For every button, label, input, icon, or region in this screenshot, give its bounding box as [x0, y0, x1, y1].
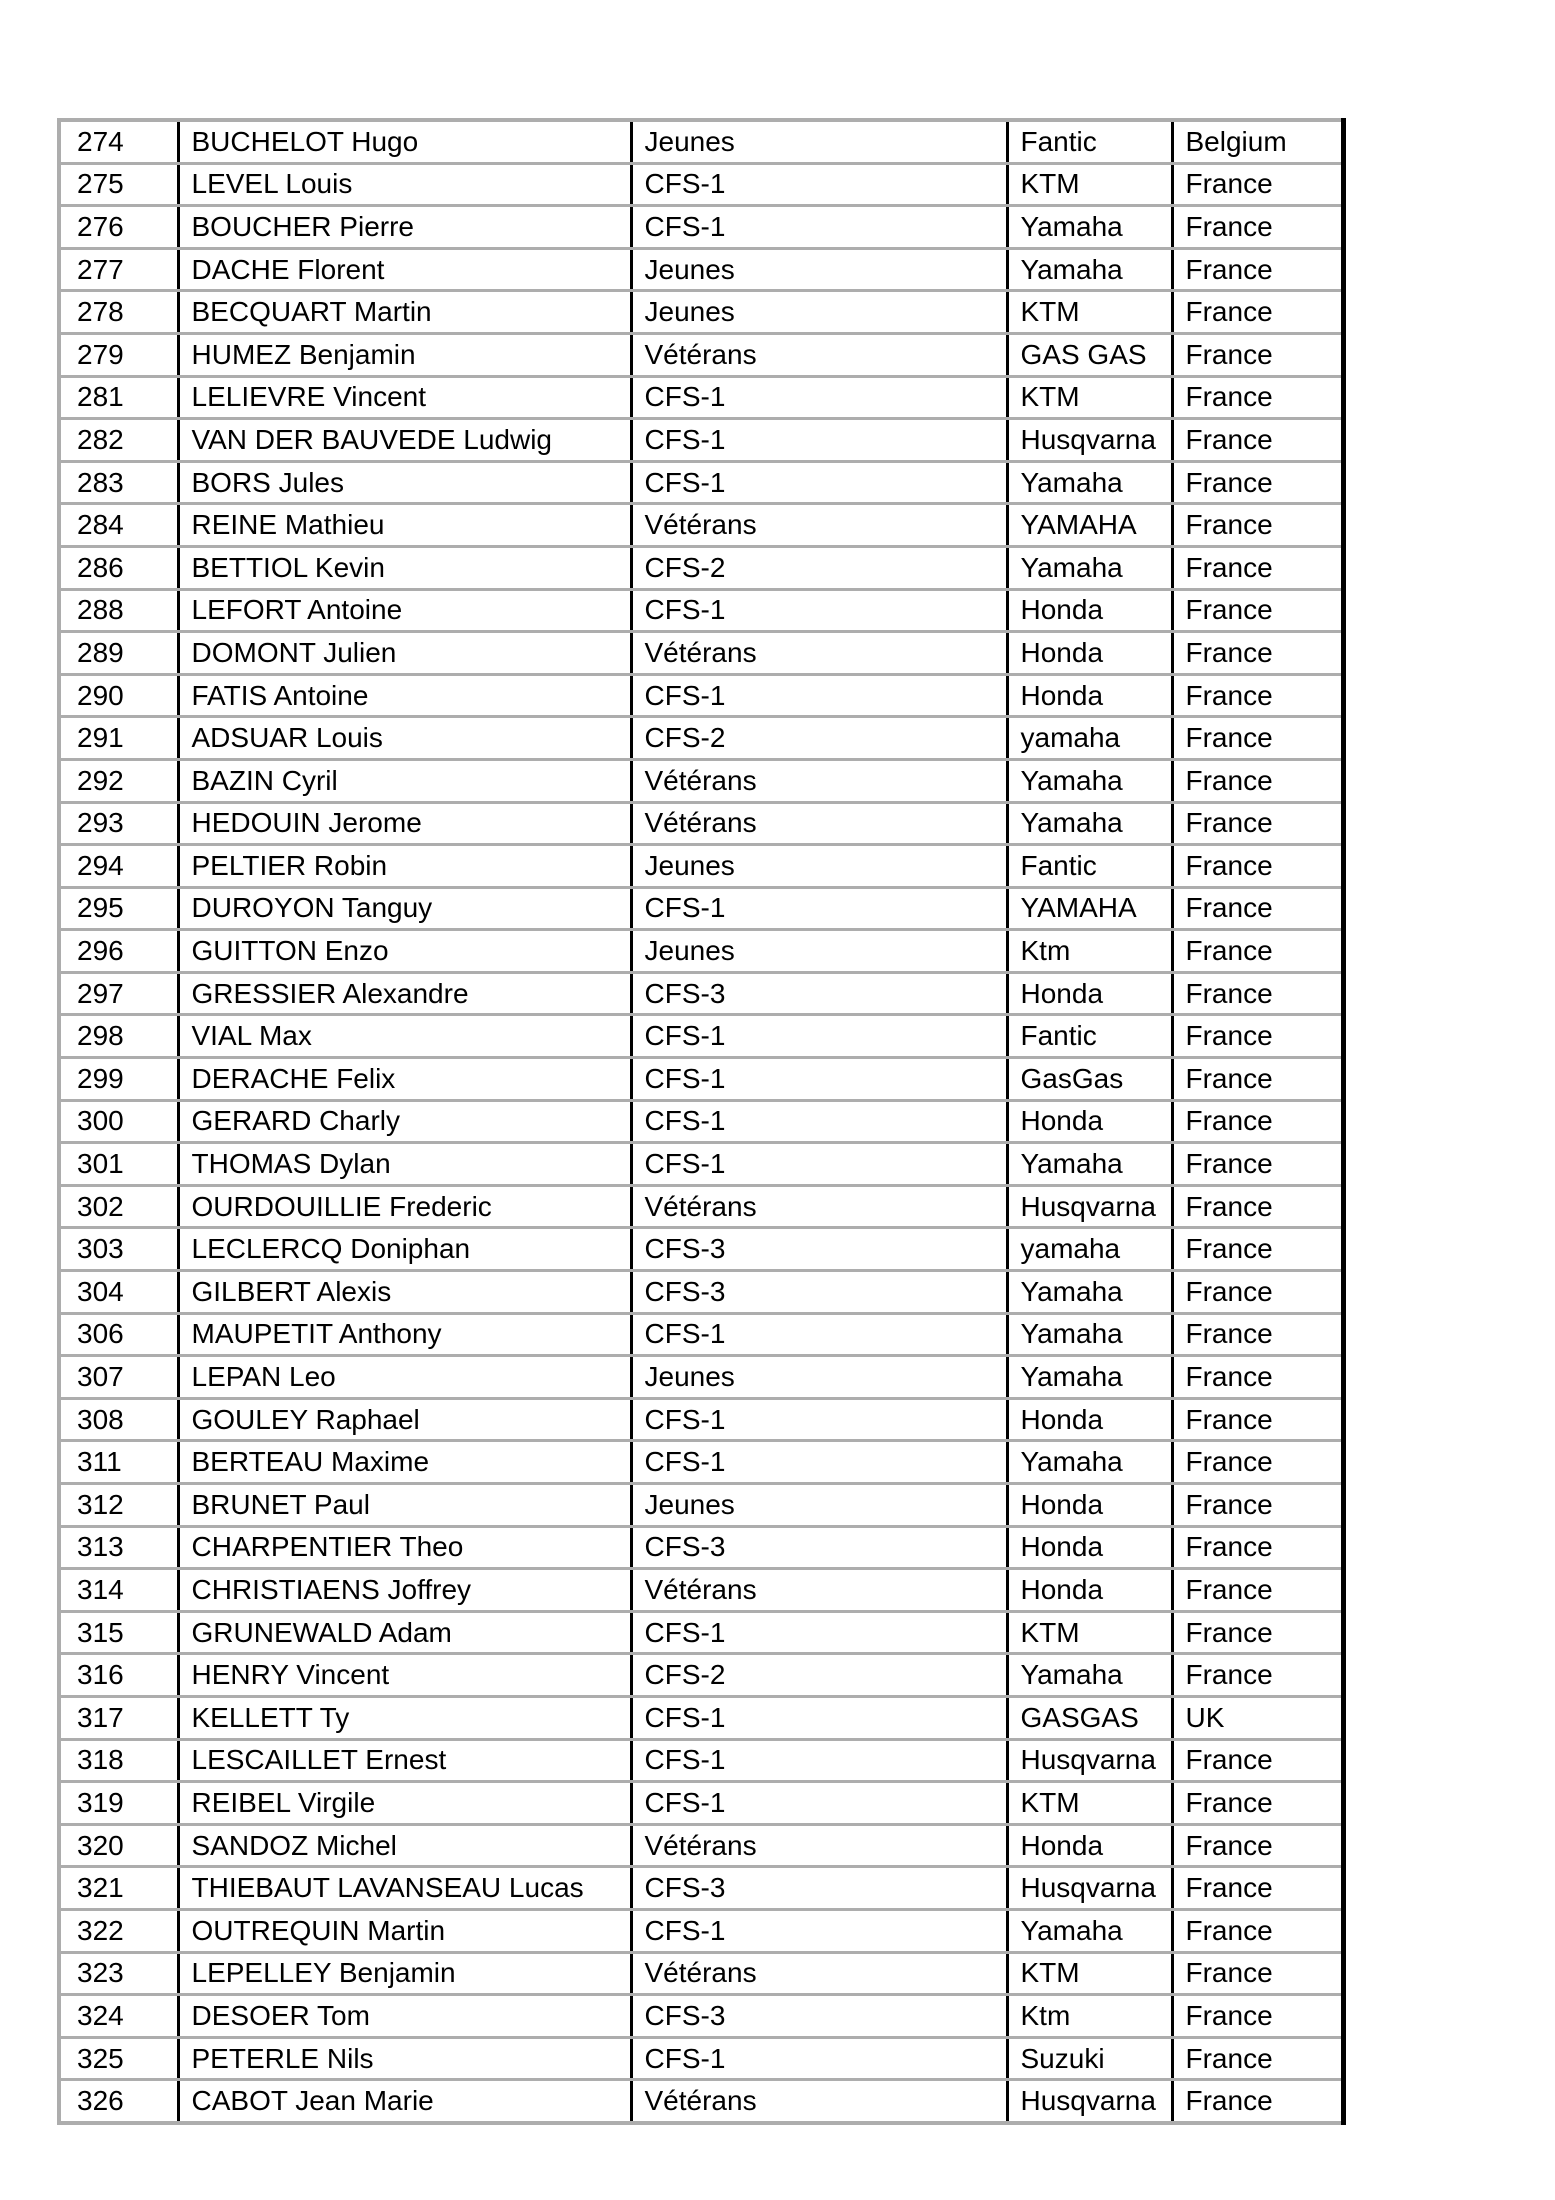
cell-country: France — [1172, 163, 1343, 206]
cell-name: GRESSIER Alexandre — [178, 972, 631, 1015]
cell-country: France — [1172, 1356, 1343, 1399]
cell-number: 304 — [59, 1271, 178, 1314]
cell-name: OUTREQUIN Martin — [178, 1909, 631, 1952]
cell-brand: Ktm — [1007, 1995, 1172, 2038]
cell-name: HENRY Vincent — [178, 1654, 631, 1697]
table-row — [59, 1739, 1343, 1782]
cell-number: 316 — [59, 1654, 178, 1697]
cell-country: France — [1172, 291, 1343, 334]
table-row — [59, 376, 1343, 419]
table-row — [59, 1782, 1343, 1825]
cell-category: CFS-3 — [631, 1995, 1007, 2038]
cell-name: PELTIER Robin — [178, 845, 631, 888]
cell-country: France — [1172, 1526, 1343, 1569]
cell-name: LELIEVRE Vincent — [178, 376, 631, 419]
cell-name: CHARPENTIER Theo — [178, 1526, 631, 1569]
cell-brand: Fantic — [1007, 1015, 1172, 1058]
cell-brand: GASGAS — [1007, 1696, 1172, 1739]
cell-country: France — [1172, 1484, 1343, 1527]
cell-number: 300 — [59, 1100, 178, 1143]
cell-country: France — [1172, 1058, 1343, 1101]
cell-name: VAN DER BAUVEDE Ludwig — [178, 419, 631, 462]
cell-brand: KTM — [1007, 163, 1172, 206]
cell-category: Vétérans — [631, 2080, 1007, 2123]
cell-country: France — [1172, 546, 1343, 589]
cell-number: 325 — [59, 2037, 178, 2080]
cell-category: Vétérans — [631, 632, 1007, 675]
cell-category: Vétérans — [631, 504, 1007, 547]
table-row — [59, 419, 1343, 462]
table-row — [59, 248, 1343, 291]
cell-brand: YAMAHA — [1007, 887, 1172, 930]
cell-brand: Husqvarna — [1007, 419, 1172, 462]
cell-brand: Husqvarna — [1007, 1867, 1172, 1910]
table-row — [59, 1484, 1343, 1527]
cell-brand: Yamaha — [1007, 546, 1172, 589]
cell-number: 312 — [59, 1484, 178, 1527]
cell-brand: KTM — [1007, 291, 1172, 334]
cell-brand: Honda — [1007, 972, 1172, 1015]
cell-category: CFS-3 — [631, 972, 1007, 1015]
cell-brand: Yamaha — [1007, 1909, 1172, 1952]
cell-number: 317 — [59, 1696, 178, 1739]
table-row — [59, 674, 1343, 717]
cell-name: GUITTON Enzo — [178, 930, 631, 973]
table-row — [59, 1228, 1343, 1271]
cell-number: 282 — [59, 419, 178, 462]
cell-name: THIEBAUT LAVANSEAU Lucas — [178, 1867, 631, 1910]
cell-name: BOUCHER Pierre — [178, 206, 631, 249]
cell-number: 314 — [59, 1569, 178, 1612]
cell-name: REINE Mathieu — [178, 504, 631, 547]
cell-name: THOMAS Dylan — [178, 1143, 631, 1186]
cell-brand: Husqvarna — [1007, 1739, 1172, 1782]
cell-category: CFS-1 — [631, 1100, 1007, 1143]
cell-number: 318 — [59, 1739, 178, 1782]
cell-category: CFS-2 — [631, 717, 1007, 760]
table-row — [59, 717, 1343, 760]
cell-brand: Yamaha — [1007, 759, 1172, 802]
cell-number: 293 — [59, 802, 178, 845]
table-row — [59, 1526, 1343, 1569]
cell-name: BECQUART Martin — [178, 291, 631, 334]
cell-brand: Yamaha — [1007, 248, 1172, 291]
cell-country: France — [1172, 419, 1343, 462]
cell-name: BETTIOL Kevin — [178, 546, 631, 589]
cell-number: 289 — [59, 632, 178, 675]
cell-number: 290 — [59, 674, 178, 717]
table-row — [59, 1867, 1343, 1910]
cell-brand: Yamaha — [1007, 1271, 1172, 1314]
cell-number: 298 — [59, 1015, 178, 1058]
table-row — [59, 1696, 1343, 1739]
cell-number: 291 — [59, 717, 178, 760]
cell-brand: Honda — [1007, 1526, 1172, 1569]
cell-brand: Fantic — [1007, 120, 1172, 163]
cell-name: PETERLE Nils — [178, 2037, 631, 2080]
cell-name: CABOT Jean Marie — [178, 2080, 631, 2123]
table-row — [59, 1143, 1343, 1186]
cell-name: LEPAN Leo — [178, 1356, 631, 1399]
cell-name: LEPELLEY Benjamin — [178, 1952, 631, 1995]
cell-country: France — [1172, 717, 1343, 760]
cell-category: CFS-1 — [631, 206, 1007, 249]
cell-category: Vétérans — [631, 1824, 1007, 1867]
cell-name: LEVEL Louis — [178, 163, 631, 206]
table-row — [59, 504, 1343, 547]
cell-category: Jeunes — [631, 1484, 1007, 1527]
cell-brand: Fantic — [1007, 845, 1172, 888]
cell-category: Vétérans — [631, 1569, 1007, 1612]
cell-brand: Yamaha — [1007, 1356, 1172, 1399]
cell-name: BORS Jules — [178, 461, 631, 504]
cell-name: BUCHELOT Hugo — [178, 120, 631, 163]
table-row — [59, 1398, 1343, 1441]
table-row — [59, 333, 1343, 376]
cell-category: CFS-1 — [631, 1611, 1007, 1654]
cell-number: 275 — [59, 163, 178, 206]
cell-number: 296 — [59, 930, 178, 973]
table-row — [59, 546, 1343, 589]
table-row — [59, 120, 1343, 163]
cell-number: 297 — [59, 972, 178, 1015]
cell-number: 315 — [59, 1611, 178, 1654]
cell-category: CFS-1 — [631, 419, 1007, 462]
cell-number: 320 — [59, 1824, 178, 1867]
cell-number: 274 — [59, 120, 178, 163]
cell-country: France — [1172, 1185, 1343, 1228]
cell-category: CFS-1 — [631, 1782, 1007, 1825]
cell-number: 286 — [59, 546, 178, 589]
table-row — [59, 1100, 1343, 1143]
cell-number: 288 — [59, 589, 178, 632]
cell-country: France — [1172, 1569, 1343, 1612]
cell-brand: Honda — [1007, 632, 1172, 675]
cell-name: HUMEZ Benjamin — [178, 333, 631, 376]
cell-name: LEFORT Antoine — [178, 589, 631, 632]
table-row — [59, 1611, 1343, 1654]
cell-category: CFS-1 — [631, 376, 1007, 419]
table-row — [59, 206, 1343, 249]
cell-category: CFS-2 — [631, 1654, 1007, 1697]
cell-country: France — [1172, 972, 1343, 1015]
cell-category: CFS-1 — [631, 1313, 1007, 1356]
cell-country: France — [1172, 1952, 1343, 1995]
cell-number: 308 — [59, 1398, 178, 1441]
cell-name: BRUNET Paul — [178, 1484, 631, 1527]
cell-number: 278 — [59, 291, 178, 334]
cell-number: 319 — [59, 1782, 178, 1825]
cell-country: France — [1172, 2080, 1343, 2123]
cell-category: Vétérans — [631, 1185, 1007, 1228]
cell-country: France — [1172, 1739, 1343, 1782]
cell-brand: Yamaha — [1007, 1313, 1172, 1356]
table-row — [59, 589, 1343, 632]
cell-name: HEDOUIN Jerome — [178, 802, 631, 845]
cell-brand: Honda — [1007, 1484, 1172, 1527]
table-row — [59, 759, 1343, 802]
cell-number: 326 — [59, 2080, 178, 2123]
cell-brand: Honda — [1007, 1398, 1172, 1441]
cell-country: France — [1172, 589, 1343, 632]
table-row — [59, 1185, 1343, 1228]
cell-number: 311 — [59, 1441, 178, 1484]
cell-brand: GAS GAS — [1007, 333, 1172, 376]
cell-number: 281 — [59, 376, 178, 419]
cell-country: France — [1172, 333, 1343, 376]
table-row — [59, 1271, 1343, 1314]
cell-brand: yamaha — [1007, 717, 1172, 760]
cell-number: 324 — [59, 1995, 178, 2038]
cell-name: LESCAILLET Ernest — [178, 1739, 631, 1782]
table-row — [59, 930, 1343, 973]
cell-country: France — [1172, 1867, 1343, 1910]
table-row — [59, 2080, 1343, 2123]
cell-country: France — [1172, 504, 1343, 547]
cell-country: France — [1172, 1228, 1343, 1271]
cell-category: CFS-2 — [631, 546, 1007, 589]
cell-country: France — [1172, 632, 1343, 675]
cell-brand: KTM — [1007, 1952, 1172, 1995]
table-row — [59, 1909, 1343, 1952]
table-row — [59, 1952, 1343, 1995]
cell-brand: KTM — [1007, 1782, 1172, 1825]
cell-country: France — [1172, 461, 1343, 504]
cell-name: BERTEAU Maxime — [178, 1441, 631, 1484]
table-row — [59, 1313, 1343, 1356]
cell-category: Jeunes — [631, 248, 1007, 291]
riders-table — [57, 118, 1346, 2125]
cell-category: CFS-1 — [631, 1398, 1007, 1441]
cell-brand: Husqvarna — [1007, 1185, 1172, 1228]
cell-number: 313 — [59, 1526, 178, 1569]
cell-name: FATIS Antoine — [178, 674, 631, 717]
cell-brand: Honda — [1007, 589, 1172, 632]
cell-category: Vétérans — [631, 333, 1007, 376]
cell-brand: GasGas — [1007, 1058, 1172, 1101]
cell-category: Jeunes — [631, 291, 1007, 334]
cell-country: France — [1172, 206, 1343, 249]
cell-category: Vétérans — [631, 759, 1007, 802]
cell-category: CFS-1 — [631, 1696, 1007, 1739]
table-row — [59, 1824, 1343, 1867]
cell-country: France — [1172, 930, 1343, 973]
cell-country: France — [1172, 1143, 1343, 1186]
cell-category: Jeunes — [631, 1356, 1007, 1399]
cell-category: Vétérans — [631, 802, 1007, 845]
cell-brand: KTM — [1007, 376, 1172, 419]
cell-brand: Ktm — [1007, 930, 1172, 973]
cell-country: France — [1172, 2037, 1343, 2080]
cell-number: 292 — [59, 759, 178, 802]
cell-brand: Honda — [1007, 1100, 1172, 1143]
cell-brand: yamaha — [1007, 1228, 1172, 1271]
cell-number: 323 — [59, 1952, 178, 1995]
cell-country: France — [1172, 376, 1343, 419]
cell-number: 277 — [59, 248, 178, 291]
cell-number: 303 — [59, 1228, 178, 1271]
cell-brand: Yamaha — [1007, 1441, 1172, 1484]
table-row — [59, 972, 1343, 1015]
cell-name: BAZIN Cyril — [178, 759, 631, 802]
cell-name: GERARD Charly — [178, 1100, 631, 1143]
cell-number: 279 — [59, 333, 178, 376]
cell-country: Belgium — [1172, 120, 1343, 163]
cell-category: Jeunes — [631, 845, 1007, 888]
cell-number: 283 — [59, 461, 178, 504]
cell-number: 301 — [59, 1143, 178, 1186]
cell-category: CFS-3 — [631, 1271, 1007, 1314]
cell-name: OURDOUILLIE Frederic — [178, 1185, 631, 1228]
cell-name: DUROYON Tanguy — [178, 887, 631, 930]
cell-category: Vétérans — [631, 1952, 1007, 1995]
cell-name: REIBEL Virgile — [178, 1782, 631, 1825]
table-row — [59, 1015, 1343, 1058]
cell-country: France — [1172, 1611, 1343, 1654]
cell-country: France — [1172, 887, 1343, 930]
cell-country: France — [1172, 1824, 1343, 1867]
cell-country: France — [1172, 248, 1343, 291]
cell-name: ADSUAR Louis — [178, 717, 631, 760]
cell-country: France — [1172, 1015, 1343, 1058]
cell-name: GILBERT Alexis — [178, 1271, 631, 1314]
cell-country: France — [1172, 1271, 1343, 1314]
cell-brand: Honda — [1007, 1569, 1172, 1612]
table-row — [59, 1058, 1343, 1101]
cell-country: France — [1172, 1782, 1343, 1825]
cell-brand: Honda — [1007, 674, 1172, 717]
cell-number: 284 — [59, 504, 178, 547]
cell-category: CFS-3 — [631, 1526, 1007, 1569]
cell-country: France — [1172, 759, 1343, 802]
riders-table-body — [59, 120, 1343, 2123]
table-row — [59, 163, 1343, 206]
table-row — [59, 1569, 1343, 1612]
cell-name: SANDOZ Michel — [178, 1824, 631, 1867]
cell-category: CFS-1 — [631, 1015, 1007, 1058]
cell-name: GRUNEWALD Adam — [178, 1611, 631, 1654]
cell-name: DERACHE Felix — [178, 1058, 631, 1101]
table-row — [59, 291, 1343, 334]
cell-name: MAUPETIT Anthony — [178, 1313, 631, 1356]
cell-category: CFS-1 — [631, 1739, 1007, 1782]
cell-category: CFS-1 — [631, 1441, 1007, 1484]
cell-brand: Husqvarna — [1007, 2080, 1172, 2123]
table-row — [59, 1654, 1343, 1697]
cell-category: CFS-3 — [631, 1867, 1007, 1910]
table-row — [59, 632, 1343, 675]
cell-category: CFS-1 — [631, 1058, 1007, 1101]
cell-country: France — [1172, 674, 1343, 717]
cell-number: 307 — [59, 1356, 178, 1399]
cell-brand: Suzuki — [1007, 2037, 1172, 2080]
cell-category: Jeunes — [631, 930, 1007, 973]
table-row — [59, 1441, 1343, 1484]
cell-name: VIAL Max — [178, 1015, 631, 1058]
cell-brand: Yamaha — [1007, 802, 1172, 845]
cell-number: 294 — [59, 845, 178, 888]
cell-name: KELLETT Ty — [178, 1696, 631, 1739]
cell-name: CHRISTIAENS Joffrey — [178, 1569, 631, 1612]
cell-category: Jeunes — [631, 120, 1007, 163]
cell-category: CFS-1 — [631, 887, 1007, 930]
cell-category: CFS-3 — [631, 1228, 1007, 1271]
cell-category: CFS-1 — [631, 461, 1007, 504]
cell-country: France — [1172, 1654, 1343, 1697]
cell-country: France — [1172, 1441, 1343, 1484]
cell-number: 276 — [59, 206, 178, 249]
cell-name: DESOER Tom — [178, 1995, 631, 2038]
cell-brand: Yamaha — [1007, 1654, 1172, 1697]
table-row — [59, 2037, 1343, 2080]
cell-category: CFS-1 — [631, 2037, 1007, 2080]
table-row — [59, 887, 1343, 930]
cell-country: France — [1172, 1100, 1343, 1143]
cell-category: CFS-1 — [631, 1909, 1007, 1952]
cell-number: 299 — [59, 1058, 178, 1101]
cell-brand: Yamaha — [1007, 461, 1172, 504]
cell-category: CFS-1 — [631, 589, 1007, 632]
table-row — [59, 1356, 1343, 1399]
cell-number: 322 — [59, 1909, 178, 1952]
cell-number: 306 — [59, 1313, 178, 1356]
cell-country: France — [1172, 802, 1343, 845]
cell-category: CFS-1 — [631, 1143, 1007, 1186]
cell-country: UK — [1172, 1696, 1343, 1739]
cell-country: France — [1172, 1398, 1343, 1441]
cell-name: DOMONT Julien — [178, 632, 631, 675]
cell-name: LECLERCQ Doniphan — [178, 1228, 631, 1271]
cell-number: 321 — [59, 1867, 178, 1910]
cell-category: CFS-1 — [631, 674, 1007, 717]
cell-category: CFS-1 — [631, 163, 1007, 206]
cell-number: 302 — [59, 1185, 178, 1228]
table-row — [59, 845, 1343, 888]
table-row — [59, 1995, 1343, 2038]
cell-brand: Yamaha — [1007, 206, 1172, 249]
cell-name: DACHE Florent — [178, 248, 631, 291]
table-row — [59, 802, 1343, 845]
cell-brand: Yamaha — [1007, 1143, 1172, 1186]
table-row — [59, 461, 1343, 504]
cell-country: France — [1172, 1995, 1343, 2038]
cell-country: France — [1172, 845, 1343, 888]
cell-number: 295 — [59, 887, 178, 930]
cell-brand: Honda — [1007, 1824, 1172, 1867]
cell-country: France — [1172, 1313, 1343, 1356]
cell-brand: YAMAHA — [1007, 504, 1172, 547]
cell-brand: KTM — [1007, 1611, 1172, 1654]
cell-country: France — [1172, 1909, 1343, 1952]
cell-name: GOULEY Raphael — [178, 1398, 631, 1441]
